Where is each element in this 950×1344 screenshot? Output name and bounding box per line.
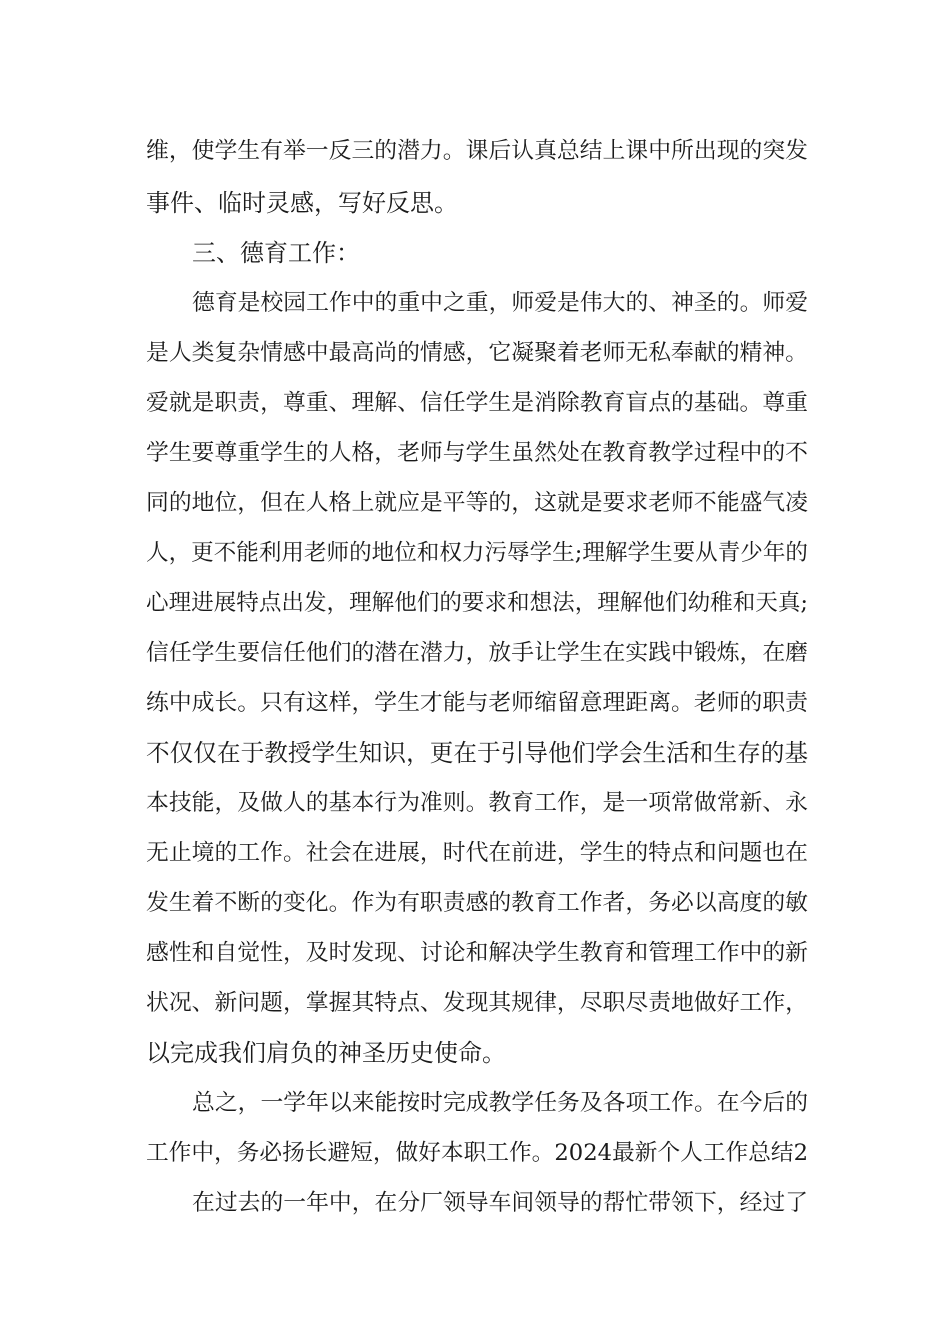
text-line: 人，更不能利用老师的地位和权力污辱学生;理解学生要从青少年的 [146,540,808,566]
text-line: 本技能，及做人的基本行为准则。教育工作，是一项常做常新、永 [146,790,809,816]
text-line: 维，使学生有举一反三的潜力。课后认真总结上课中所出现的突发 [146,138,809,164]
text-line: 状况、新问题，掌握其特点、发现其规律，尽职尽责地做好工作， [146,990,809,1016]
text-line: 同的地位，但在人格上就应是平等的，这就是要求老师不能盛气凌 [146,490,809,516]
text-line: 事件、临时灵感，写好反思。 [146,189,458,217]
text-line: 感性和自觉性，及时发现、讨论和解决学生教育和管理工作中的新 [146,940,809,966]
text-line: 学生要尊重学生的人格，老师与学生虽然处在教育教学过程中的不 [146,440,809,466]
text-line: 总之，一学年以来能按时完成教学任务及各项工作。在今后的 [192,1090,808,1116]
section-heading: 三、德育工作： [192,239,360,267]
text-line: 信任学生要信任他们的潜在潜力，放手让学生在实践中锻炼，在磨 [146,640,809,666]
text-line: 以完成我们肩负的神圣历史使命。 [146,1039,506,1067]
text-line: 心理进展特点出发，理解他们的要求和想法，理解他们幼稚和天真; [146,590,808,616]
text-line: 不仅仅在于教授学生知识，更在于引导他们学会生活和生存的基 [146,739,808,767]
text-line: 在过去的一年中，在分厂领导车间领导的帮忙带领下，经过了 [192,1190,808,1216]
text-line: 爱就是职责，尊重、理解、信任学生是消除教育盲点的基础。尊重 [146,390,809,416]
text-line: 发生着不断的变化。作为有职责感的教育工作者，务必以高度的敏 [146,890,809,916]
text-line: 练中成长。只有这样，学生才能与老师缩留意理距离。老师的职责 [146,690,809,716]
text-line: 德育是校园工作中的重中之重，师爱是伟大的、神圣的。师爱 [192,290,808,316]
text-line: 工作中，务必扬长避短，做好本职工作。2024最新个人工作总结2 [146,1140,809,1166]
text-line: 无止境的工作。社会在进展，时代在前进，学生的特点和问题也在 [146,840,809,866]
text-line: 是人类复杂情感中最高尚的情感，它凝聚着老师无私奉献的精神。 [146,340,809,366]
